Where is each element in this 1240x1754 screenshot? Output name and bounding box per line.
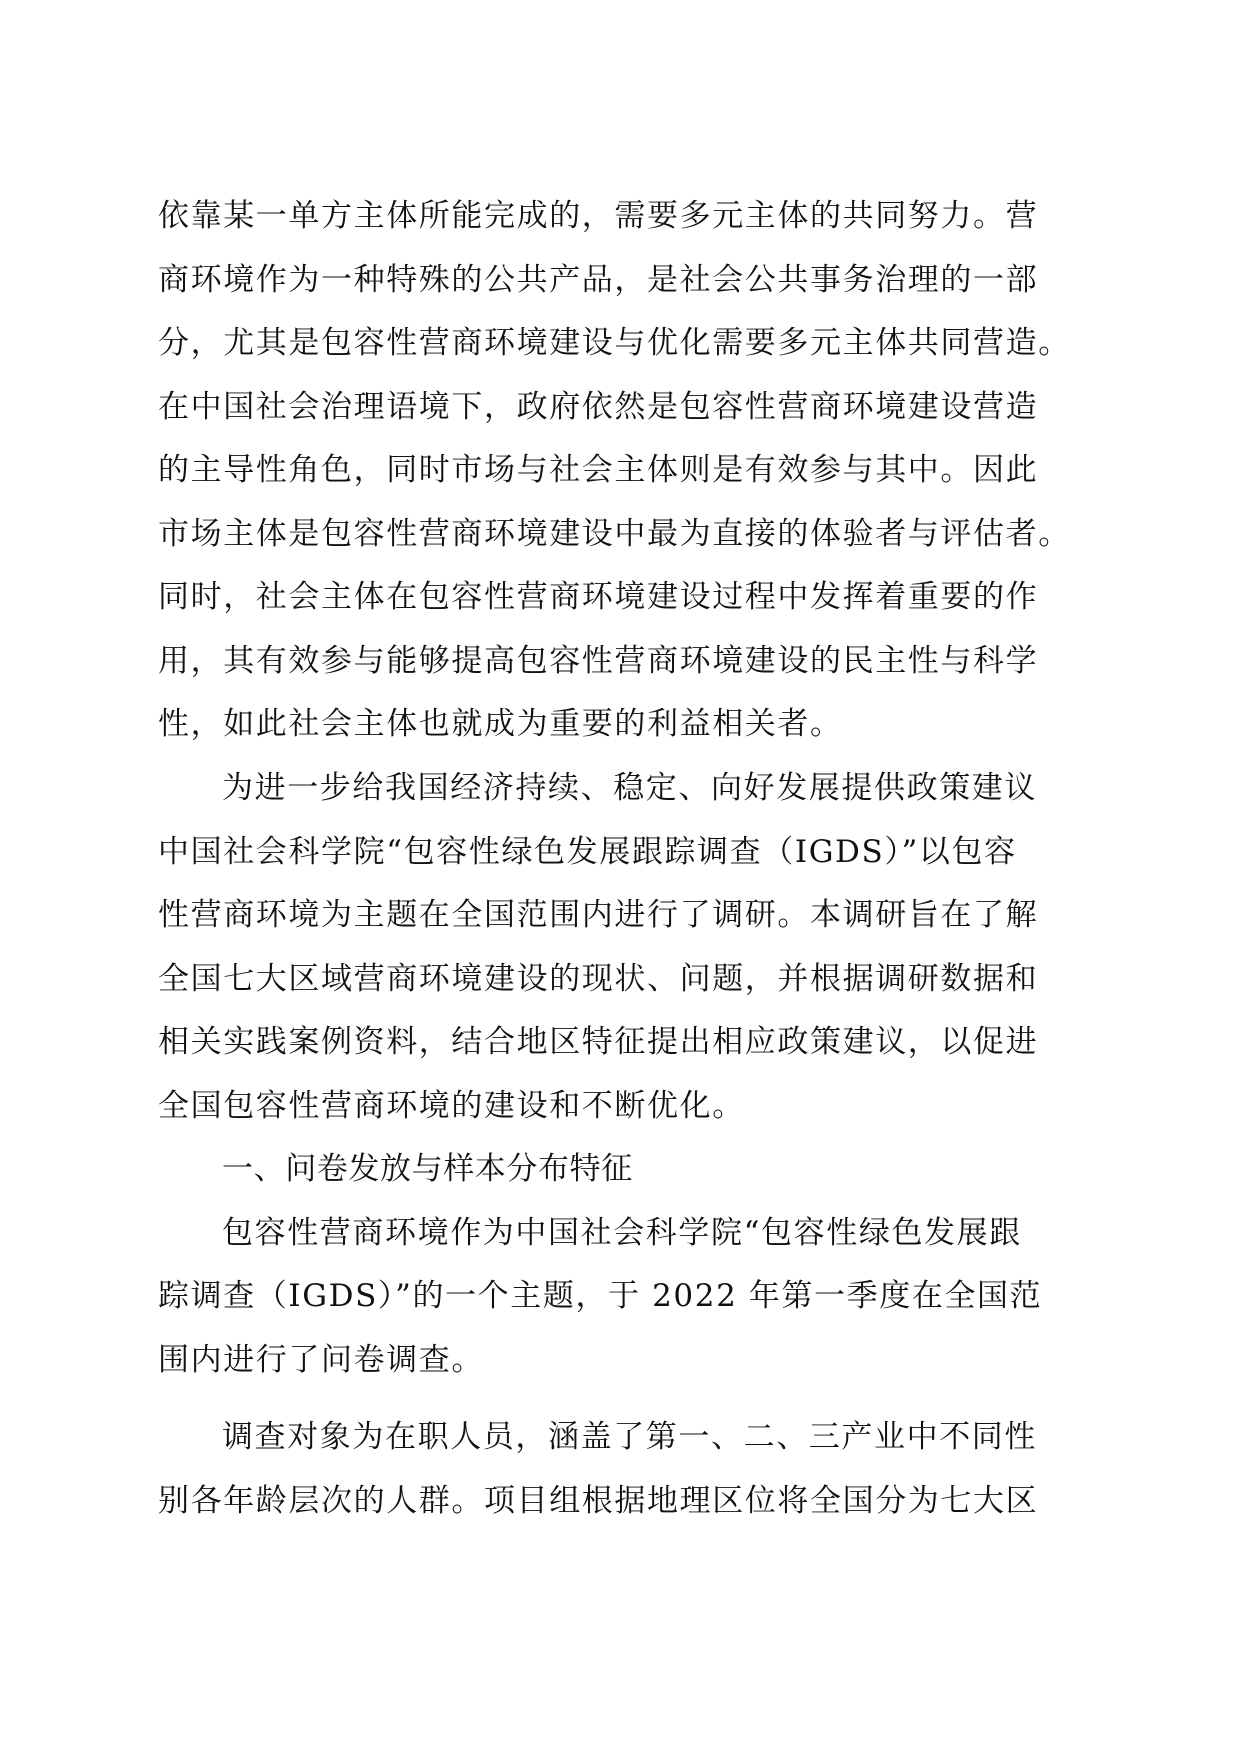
text-line: 中国社会科学院“包容性绿色发展跟踪调查（IGDS）”以包容 <box>158 834 1017 870</box>
text-line: 在中国社会治理语境下，政府依然是包容性营商环境建设营造 <box>158 389 1039 425</box>
text-line: 全国包容性营商环境的建设和不断优化。 <box>158 1088 745 1124</box>
text-line: 别各年龄层次的人群。项目组根据地理区位将全国分为七大区 <box>158 1483 1039 1519</box>
text-line: 相关实践案例资料，结合地区特征提出相应政策建议，以促进 <box>158 1024 1039 1060</box>
section-heading: 一、问卷发放与样本分布特征 <box>222 1151 633 1187</box>
text-line: 为进一步给我国经济持续、稳定、向好发展提供政策建议 <box>222 770 1037 806</box>
text-line: 性，如此社会主体也就成为重要的利益相关者。 <box>158 706 843 742</box>
text-line: 包容性营商环境作为中国社会科学院“包容性绿色发展跟 <box>222 1215 1022 1251</box>
text-line: 全国七大区域营商环境建设的现状、问题，并根据调研数据和 <box>158 961 1039 997</box>
text-line: 商环境作为一种特殊的公共产品，是社会公共事务治理的一部 <box>158 262 1039 298</box>
text-line: 围内进行了问卷调查。 <box>158 1342 484 1378</box>
text-line: 依靠某一单方主体所能完成的，需要多元主体的共同努力。营 <box>158 198 1039 234</box>
text-line: 的主导性角色，同时市场与社会主体则是有效参与其中。因此 <box>158 452 1039 488</box>
text-line: 用，其有效参与能够提高包容性营商环境建设的民主性与科学 <box>158 643 1039 679</box>
text-line: 性营商环境为主题在全国范围内进行了调研。本调研旨在了解 <box>158 897 1039 933</box>
text-line: 踪调查（IGDS）”的一个主题，于 2022 年第一季度在全国范 <box>158 1278 1043 1314</box>
text-line: 同时，社会主体在包容性营商环境建设过程中发挥着重要的作 <box>158 579 1039 615</box>
text-line: 分，尤其是包容性营商环境建设与优化需要多元主体共同营造。 <box>158 325 1071 361</box>
text-line: 调查对象为在职人员，涵盖了第一、二、三产业中不同性 <box>222 1419 1037 1455</box>
text-line: 市场主体是包容性营商环境建设中最为直接的体验者与评估者。 <box>158 516 1071 552</box>
